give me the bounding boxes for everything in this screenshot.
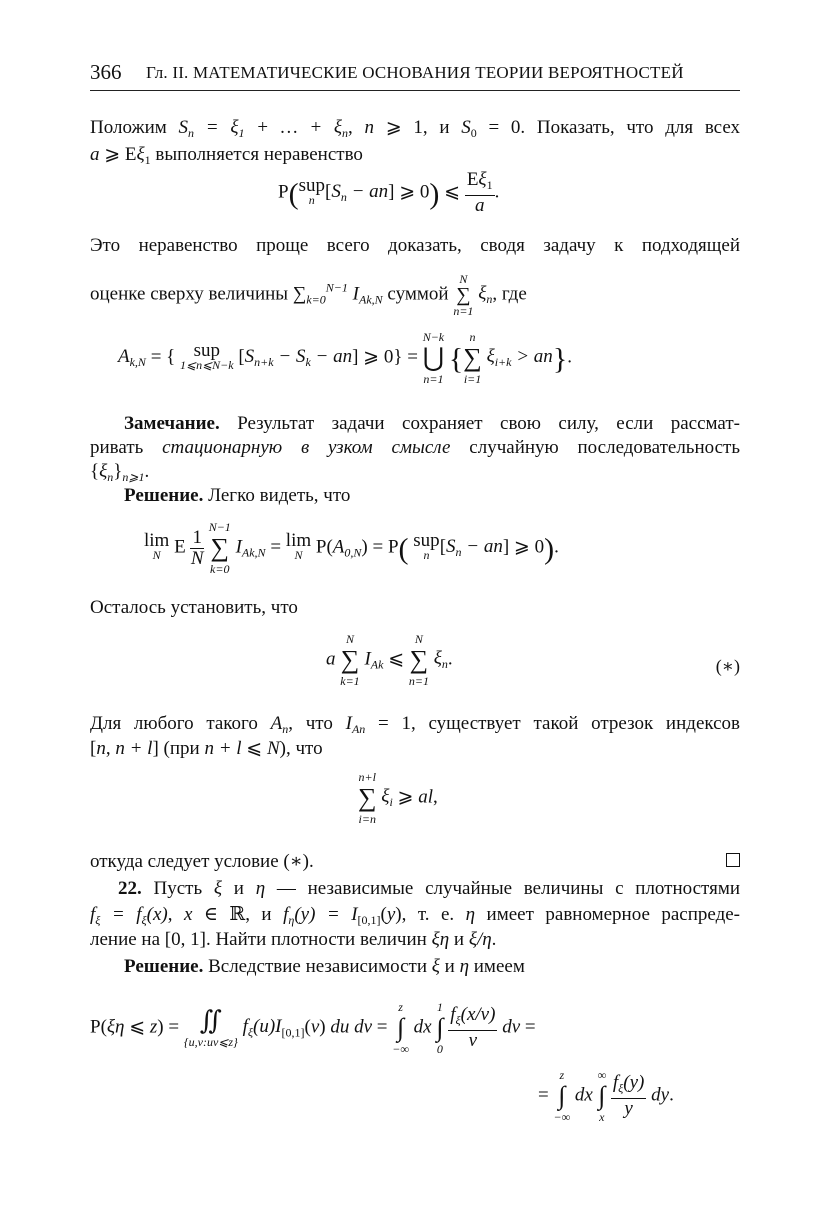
paragraph-line: оценке сверху величины $\sum_{k=0}^{N-1}$ $I_{Ak,N}$ суммой N ∑ n=1 $\xi_n$, где xyxy=(90,272,527,318)
problem-line: 22. Пусть ξ и η — независимые случайные величины с плотностями xyxy=(118,878,741,899)
formula-event-definition: $A_{k,N}$ = { sup 1⩽n⩽N−k $[S_{n+k} - S_k - an]$ ⩾ 0} = N−k ⋃ n=1 { n ∑ i=1 $\xi_{i+k} > an$}. xyxy=(118,330,572,386)
problem-line: $f_\xi = f_\xi(x)$, x ∈ ℝ, и $f_\eta(y) = I_{[0,1]}(y)$, т. е. η имеет равномерное распреде- xyxy=(90,904,741,927)
remark-line: ривать стационарную в узком смысле случайную последовательность xyxy=(90,437,741,458)
formula-product-density-cont: = z ∫ −∞ dx ∞ ∫ x $\frac{f_\xi(y)}{y}$ dy. xyxy=(538,1068,674,1124)
remark-line: Замечание. Результат задачи сохраняет свою силу, если рассмат- xyxy=(124,413,740,434)
formula-partial-sum: n+l ∑ i=n $\xi_i$ ⩾ al, xyxy=(358,770,438,826)
paragraph-line: Положим $S_n = \xi_1$ + … + $\xi_n$, n ⩾ 1, и $S_0 = 0$. Показать, что для всех xyxy=(90,117,741,140)
formula-product-density: P(ξη ⩽ z) = ∬ {u,v:uv⩽z} $f_\xi(u)I_{[0,1]}(v)$ du dv = z ∫ −∞ dx 1 ∫ 0 $\frac{f_\xi(x/v)}{v}$ dv = xyxy=(90,1000,536,1056)
remark-line: $\{\xi_n\}_{n⩾1}$. xyxy=(90,461,150,484)
page-number: 366 xyxy=(90,60,122,84)
problem-line: ление на [0, 1]. Найти плотности величин ξη и ξ/η. xyxy=(90,929,497,950)
formula-star: a N ∑ k=1 $I_{Ak}$ ⩽ N ∑ n=1 $\xi_n$. xyxy=(326,632,453,688)
paragraph-line: Это неравенство проще всего доказать, сводя задачу к подходящей xyxy=(90,235,740,256)
formula-limit: lim N E $\frac{1}{N}$ N−1 ∑ k=0 $I_{Ak,N} = \lim$ N $P(A_{0,N}) = P$( sup n $[S_n - an]$ ⩾ 0). xyxy=(144,520,559,576)
paragraph-line: a ⩾ $E\xi_1$ выполняется неравенство xyxy=(90,144,363,167)
running-header xyxy=(90,58,740,91)
chapter-title: Гл. II. МАТЕМАТИЧЕСКИЕ ОСНОВАНИЯ ТЕОРИИ ВЕРОЯТНОСТЕЙ xyxy=(146,63,684,82)
equation-label: (∗) xyxy=(715,656,740,676)
book-page xyxy=(90,0,740,1210)
paragraph-line: откуда следует условие (∗). xyxy=(90,851,314,872)
qed-square xyxy=(726,853,740,867)
solution-line: Решение. Вследствие независимости ξ и η имеем xyxy=(124,956,525,977)
solution-line: Решение. Легко видеть, что xyxy=(124,485,351,506)
paragraph-line: Осталось установить, что xyxy=(90,597,298,618)
formula-maximal-inequality: P(sup n $[S_n - an]$ ⩾ 0) ⩽ $\frac{E\xi_1}{a}$ . xyxy=(278,169,500,216)
paragraph-line: [n, n + l] (при n + l ⩽ N), что xyxy=(90,738,323,759)
paragraph-line: Для любого такого $A_n$, что $I_{An} = 1$, существует такой отрезок индексов xyxy=(90,713,741,736)
